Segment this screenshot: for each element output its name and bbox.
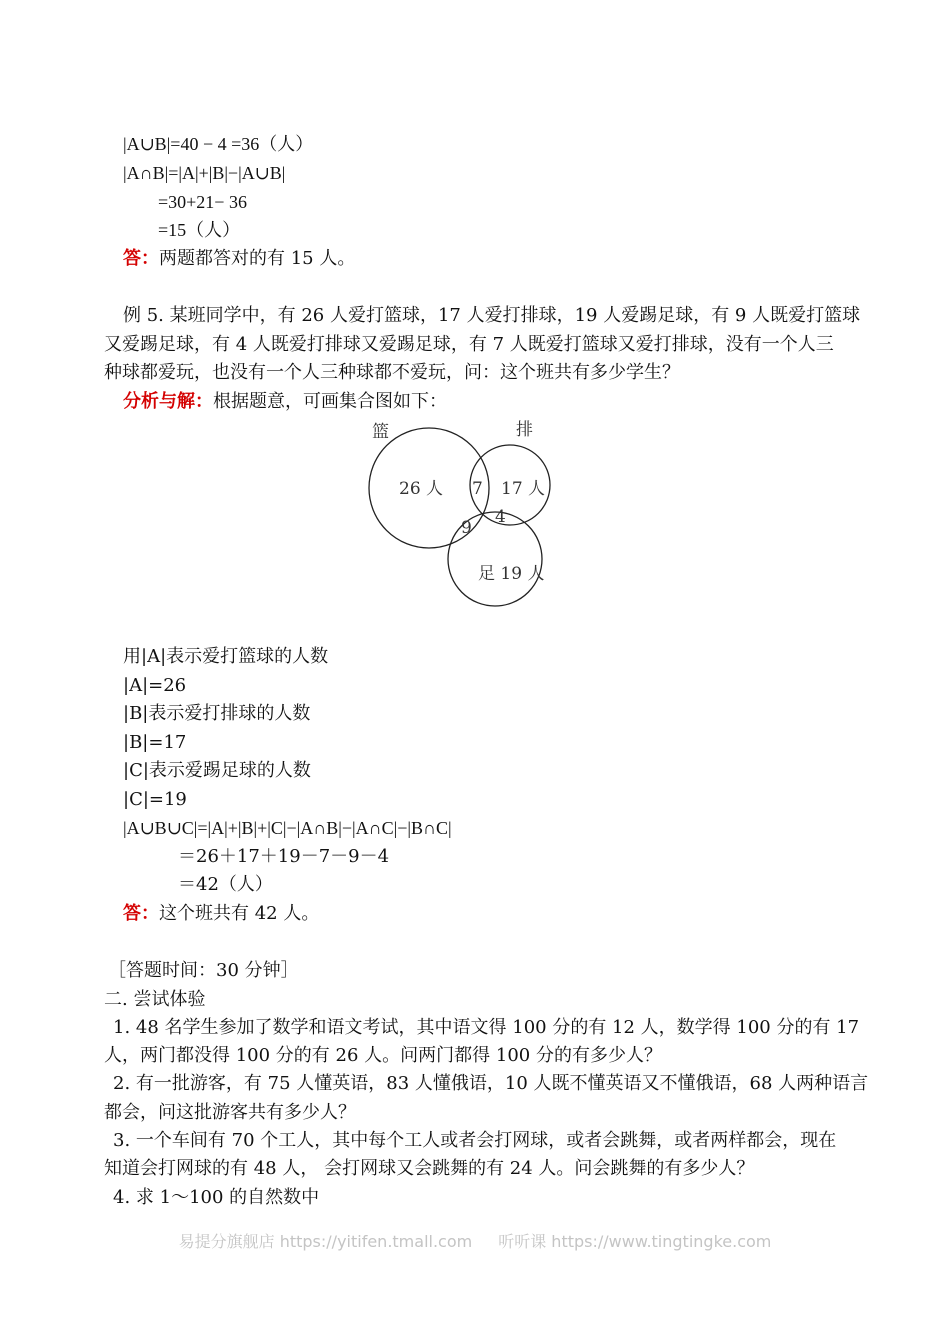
question-1-line-1: 1. 48 名学生参加了数学和语文考试，其中语文得 100 分的有 12 人，数学得 100 分的有 17: [113, 1017, 860, 1038]
analysis-line: [123, 390, 447, 414]
footer-right-link[interactable]: 听听课 https://www.tingtingke.com: [498, 1232, 772, 1251]
label-basketball: 篮: [372, 422, 389, 442]
venn-diagram: [360, 412, 560, 612]
footer-left-link[interactable]: 易提分旗舰店 https://yitifen.tmall.com: [178, 1232, 473, 1251]
formula-union-ab: |A∪B|=40 − 4 =36（人）: [123, 134, 314, 154]
answer-text: 这个班共有 42 人。: [159, 903, 320, 924]
label-only-volleyball: 17 人: [501, 479, 546, 499]
answer-label: 答：: [123, 903, 159, 924]
formula-union-abc: |A∪B∪C|=|A|+|B|+|C|−|A∩B|−|A∩C|−|B∩C|: [123, 818, 452, 838]
answer-text: 两题都答对的有 15 人。: [159, 248, 356, 269]
definition-b: |B|表示爱打排球的人数: [123, 703, 311, 724]
question-2-line-1: 2. 有一批游客，有 75 人懂英语，83 人懂俄语，10 人既不懂英语又不懂俄语，68 人两种语言: [113, 1073, 869, 1094]
formula-step: =30+21− 36: [158, 192, 247, 212]
example-5-line-2: 又爱踢足球，有 4 人既爱打排球又爱踢足球，有 7 人既爱打篮球又爱打排球，没有一个人三: [104, 334, 834, 355]
answer-label: 答：: [123, 248, 159, 269]
definition-a: 用|A|表示爱打篮球的人数: [123, 646, 329, 667]
label-volleyball-football: 4: [495, 507, 506, 527]
value-a: |A|=26: [123, 675, 187, 696]
label-basketball-football: 9: [461, 518, 472, 538]
example-5-line-3: 种球都爱玩，也没有一个人三种球都不爱玩，问：这个班共有多少学生？: [104, 362, 680, 383]
question-1-line-2: 人，两门都没得 100 分的有 26 人。问两门都得 100 分的有多少人？: [104, 1045, 662, 1066]
analysis-text: 根据题意，可画集合图如下：: [213, 391, 447, 412]
value-b: |B|=17: [123, 732, 187, 753]
formula-abc-step: ＝26＋17＋19－7－9－4: [178, 846, 390, 867]
formula-intersection-ab: |A∩B|=|A|+|B|−|A∪B|: [123, 163, 286, 183]
answer-1: [123, 247, 355, 271]
value-c: |C|=19: [123, 789, 187, 810]
formula-abc-result: ＝42（人）: [178, 874, 273, 895]
analysis-label: 分析与解：: [123, 391, 213, 412]
footer-watermark: [0, 1229, 950, 1252]
label-football: 足 19 人: [478, 564, 545, 584]
label-basketball-volleyball: 7: [472, 479, 483, 499]
question-4-line-1: 4. 求 1～100 的自然数中: [113, 1187, 320, 1208]
formula-result: =15（人）: [158, 220, 241, 240]
section-2-title: 二. 尝试体验: [104, 989, 206, 1010]
answer-2: [123, 902, 319, 926]
label-volleyball: 排: [516, 420, 533, 440]
question-2-line-2: 都会，问这批游客共有多少人？: [104, 1102, 356, 1123]
label-only-basketball: 26 人: [399, 479, 444, 499]
time-note: ［答题时间：30 分钟］: [108, 960, 299, 981]
question-3-line-1: 3. 一个车间有 70 个工人，其中每个工人或者会打网球，或者会跳舞，或者两样都会，现在: [113, 1130, 837, 1151]
definition-c: |C|表示爱踢足球的人数: [123, 760, 311, 781]
example-5-line-1: 例 5. 某班同学中，有 26 人爱打篮球，17 人爱打排球，19 人爱踢足球，有 9 人既爱打篮球: [123, 305, 861, 326]
question-3-line-2: 知道会打网球的有 48 人， 会打网球又会跳舞的有 24 人。问会跳舞的有多少人？: [104, 1158, 755, 1179]
